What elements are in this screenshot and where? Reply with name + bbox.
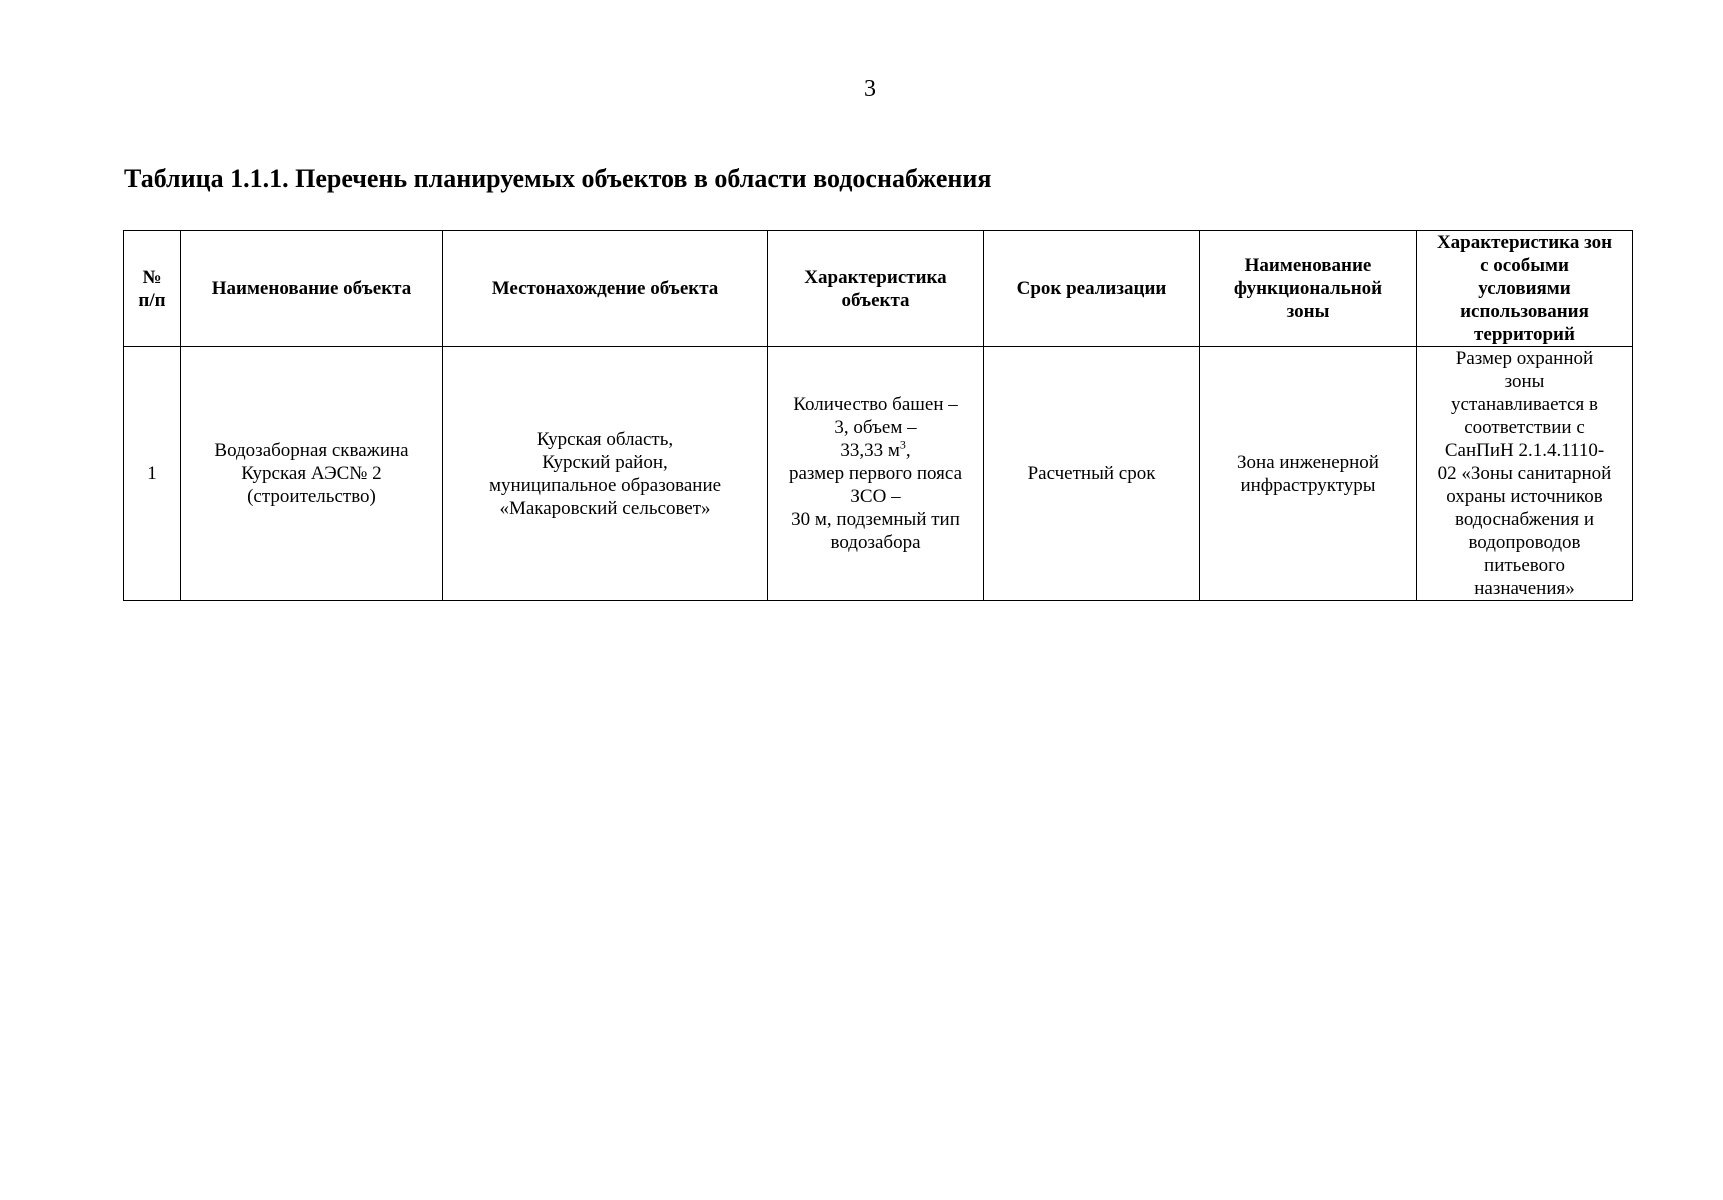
header-object-name: Наименование объекта — [181, 231, 443, 347]
header-number: № п/п — [124, 231, 181, 347]
characteristic-text-part1: Количество башен – 3, объем – 33,33 м — [793, 394, 958, 461]
header-special-zones: Характеристика зон с особыми условиями использования территорий — [1417, 231, 1633, 347]
cell-implementation-term: Расчетный срок — [984, 347, 1200, 601]
cell-object-name: Водозаборная скважина Курская АЭС№ 2 (строительство) — [181, 347, 443, 601]
table-title: Таблица 1.1.1. Перечень планируемых объектов в области водоснабжения — [124, 164, 992, 193]
header-object-characteristic: Характеристика объекта — [768, 231, 984, 347]
page-number: 3 — [864, 76, 876, 102]
header-functional-zone: Наименование функциональной зоны — [1200, 231, 1417, 347]
cell-object-characteristic — [768, 347, 984, 601]
cubic-superscript: 3 — [899, 437, 906, 452]
cell-object-location: Курская область, Курский район, муниципальное образование «Макаровский сельсовет» — [443, 347, 768, 601]
cell-number: 1 — [124, 347, 181, 601]
table-header-row — [124, 231, 1633, 347]
cell-functional-zone: Зона инженерной инфраструктуры — [1200, 347, 1417, 601]
header-implementation-term: Срок реализации — [984, 231, 1200, 347]
cell-special-zones: Размер охранной зоны устанавливается в соответствии с СанПиН 2.1.4.1110- 02 «Зоны санитарной охраны источников водоснабжения и водопроводов питьевого назначения» — [1417, 347, 1633, 601]
planned-objects-table — [123, 230, 1633, 601]
characteristic-text-part2: , размер первого пояса ЗСО – 30 м, подземный тип водозабора — [788, 440, 963, 553]
header-object-location: Местонахождение объекта — [443, 231, 768, 347]
table-row — [124, 347, 1633, 601]
